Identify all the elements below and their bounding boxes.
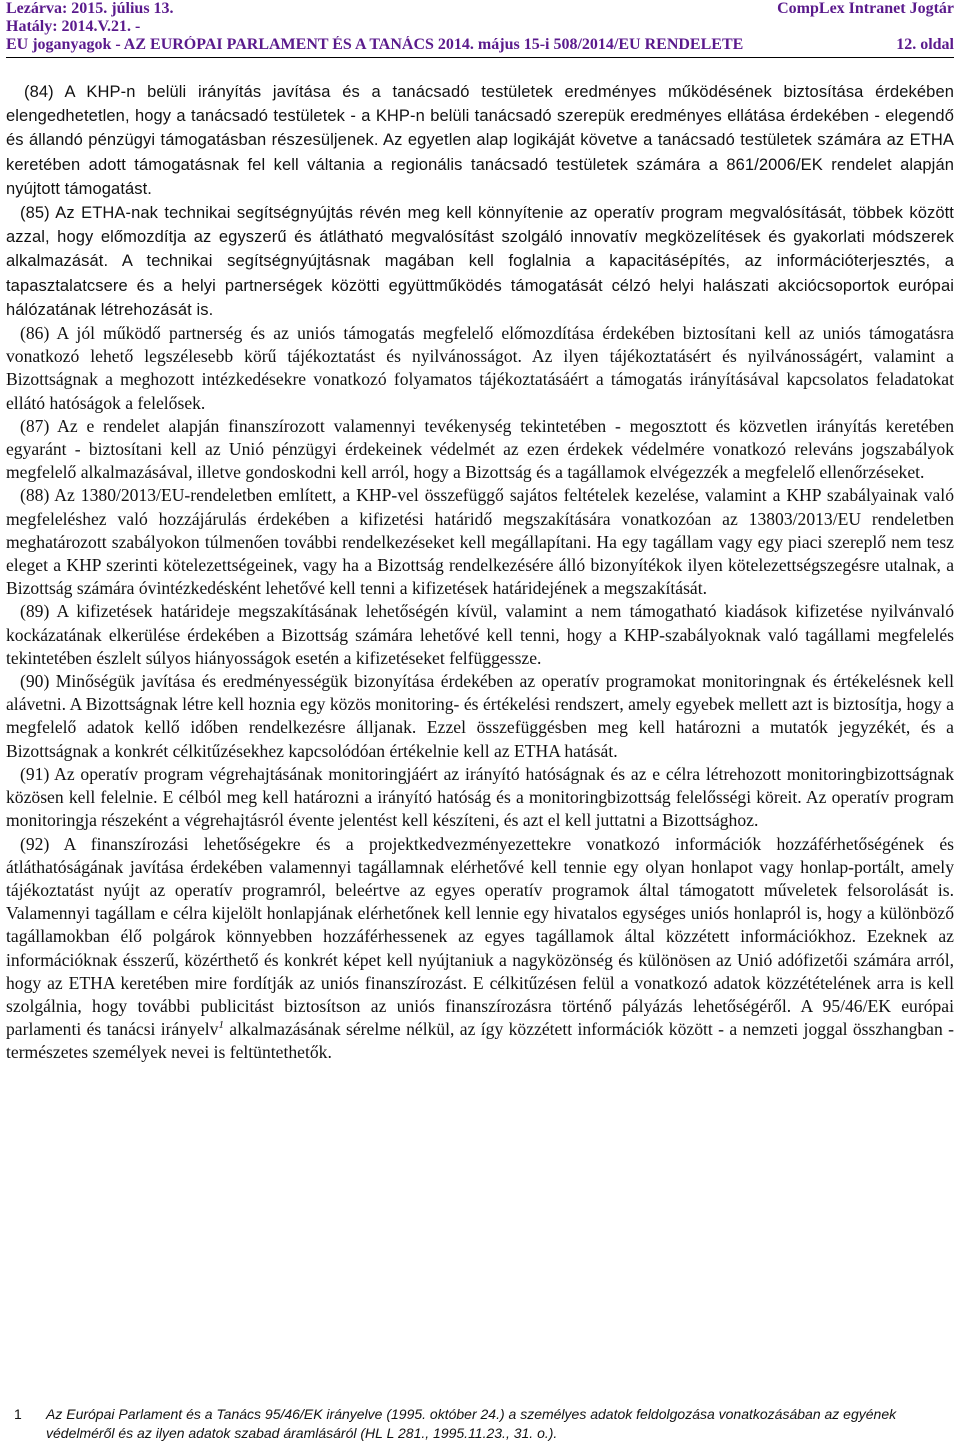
paragraph-84 bbox=[6, 80, 954, 201]
paragraph-86: (86) A jól működő partnerség és az uniós támogatás megfelelő előmozdítása érdekében biztosítani kell az uniós támogatásra vonatkozó lehető legszélesebb körű tájékoztatást és nyilvánosságot. Az ilyen tájékoztatásért és nyilvánosságért, valamint a Bizottságnak a meghozott intézkedésekre vonatkozó folyamatos tájékoztatásáért a támogatás irányításával kapcsolatos feladatokat ellátó hatóságok a felelősek. bbox=[6, 323, 954, 413]
page-number: 12. oldal bbox=[896, 36, 954, 53]
paragraph-84-part-b: Az egyetlen alap logikáját követve a tanácsadó testületek számára az ETHA keretében adott támogatásnak fel kell váltania a regionális tanácsadó testületek számára a 861/2006/EK rendelet alapján nyújtott támogatást. bbox=[6, 131, 955, 198]
footnote-text: Az Európai Parlament és a Tanács 95/46/EK irányelve (1995. október 24.) a személyes adatok feldolgozása vonatkozásában az egyének védelméről és az ilyen adatok szabad áramlásáról (HL L 281., 1995.11.23., 31. o.). bbox=[46, 1406, 897, 1441]
header-divider bbox=[6, 57, 954, 58]
effective-date: Hatály: 2014.V.21. - bbox=[6, 18, 141, 35]
paragraph-92-part-a: (92) A finanszírozási lehetőségekre és a projektkedvezményezettekre vonatkozó információk hozzáférhetőségének és átláthatóságának javítása érdekében valamennyi tagállamnak elérhetővé kell tennie egy olyan honlapot vagy honlap-portált, amely tájékoztatást nyújt az operatív programról, beleértve az egyes operatív programok által támogatott műveletek felsorolását is. Valamennyi tagállam e célra kijelölt honlapjának elérhetőnek kell lennie egy hivatalos egységes uniós honlapról is, hogy a különböző tagállamokban élő polgárok könnyebben hozzáférhessenek az egyes tagállamok által közzétett információkhoz. Ezeknek az információknak ésszerű, közérthető és konkrét képet kell nyújtaniuk a nagyközönség és különösen az Unió adófizetői számára arról, hogy az ETHA keretében mire fordítják az uniós finanszírozást. E célkitűzésen felül a vonatkozó adatok közzétételének arra is kell szolgálnia, hogy további publicitást biztosítson az uniós finanszírozásra történő pályázás lehetőségéről. A 95/46/EK európai parlamenti és tanácsi irányelv bbox=[6, 833, 954, 1040]
paragraph-91: (91) Az operatív program végrehajtásának monitoringjáért az irányító hatóságnak és az e célra létrehozott monitoringbizottságnak közösen kell felelnie. E célból meg kell határozni a irányító hatóság és a monitoringbizottság felelősségi köreit. Az operatív program monitoringja részeként a végrehajtásról évente jelentést kell készíteni, és azt el kell juttatni a Bizottsághoz. bbox=[6, 763, 954, 831]
paragraph-92-part-b: alkalmazásának sérelme nélkül, az így közzétett információk között - a nemzeti joggal összhangban - természetes személyek nevei is feltüntethetők. bbox=[6, 1019, 954, 1063]
footnote-reference[interactable]: 1 bbox=[218, 1019, 224, 1032]
paragraph-88: (88) Az 1380/2013/EU-rendeletben említett, a KHP-vel összefüggő sajátos feltételek kezelése, valamint a KHP szabályainak való megfeleléshez való hozzájárulás érdekében a kifizetési határidő megszakítására vonatkozóan az 13803/2013/EU rendeletben meghatározott szabályokon túlmenően további rendelkezéseket kell megállapítani. Ha egy tagállam vagy egy piaci szereplő nem tesz eleget a KHP szerinti kötelezettségeinek, vagy ha a Bizottság rendelkezésére álló bizonyítékok ilyen kötelezettségszegésre utalnak, a Bizottság számára óvintézkedésként lehetővé kell tenni a kifizetések határidejének a megszakítását. bbox=[6, 485, 954, 599]
paragraph-85-text: (85) Az ETHA-nak technikai segítségnyújtás révén meg kell könnyítenie az operatív program megvalósítását, többek között azzal, hogy előmozdítja az egyszerű és átlátható megvalósítást szolgáló innovatív megközelítések és gyakorlati módszerek alkalmazását. A technikai segítségnyújtásnak magában kell foglalnia a kapacitásépítés, az információterjesztés, a tapasztalatcsere és a helyi partnerségek közötti együttműködés támogatását célzó helyi halászati akciócsoportok európai hálózatának létrehozását is. bbox=[6, 204, 954, 319]
paragraph-89: (89) A kifizetések határideje megszakításának lehetőségén kívül, valamint a nem támogatható kiadások kifizetése nyilvánvaló kockázatának elkerülése érdekében a Bizottság számára lehetővé kell tenni, hogy a KHP-szabályoknak való tagállami megfelelés tekintetében észlelt súlyos hiányosságok esetén a kifizetéseket felfüggessze. bbox=[6, 601, 954, 668]
page-header bbox=[6, 0, 954, 54]
document-title: EU joganyagok - AZ EURÓPAI PARLAMENT ÉS A TANÁCS 2014. május 15-i 508/2014/EU RENDELETE bbox=[6, 36, 744, 53]
footnote bbox=[14, 1405, 954, 1443]
header-row-2 bbox=[6, 18, 954, 36]
paragraph-84-part-a: (84) A KHP-n belüli irányítás javítása és a tanácsadó testületek eredményes működésének biztosítása érdekében elengedhetetlen, hogy a tanácsadó testületek - a KHP-n belüli tanácsadó szerepük eredményes ellátása érdekében - elegendő és állandó pénzügyi támogatásban részesüljenek. bbox=[6, 83, 954, 150]
header-row-1 bbox=[6, 0, 954, 18]
header-row-3 bbox=[6, 36, 954, 54]
paragraph-85 bbox=[6, 201, 954, 322]
footnote-number: 1 bbox=[14, 1406, 22, 1422]
paragraph-90: (90) Minőségük javítása és eredményességük bizonyítása érdekében az operatív programokat monitoringnak és értékelésnek kell alávetni. A Bizottságnak létre kell hoznia egy közös monitoring- és értékelési rendszert, amely egyebek mellett azt is biztosítja, hogy a megfelelő adatok kellő időben rendelkezésre álljanak. Ezzel összefüggésben meg kell határozni a mutatók jegyzékét, és a Bizottságnak a konkrét célkitűzésekhez kapcsolódóan értékelnie kell az ETHA hatását. bbox=[6, 671, 954, 761]
document-body bbox=[6, 80, 954, 1065]
closed-date: Lezárva: 2015. július 13. bbox=[6, 0, 174, 17]
paragraph-87: (87) Az e rendelet alapján finanszírozott valamennyi tevékenység tekintetében - megosztott és közvetlen irányítás keretében egyaránt - biztosítani kell az Unió pénzügyi érdekeinek védelmét az ezen érdekek védelmére vonatkozó releváns jogszabályok megfelelő alkalmazásával, illetve gondoskodni kell arról, hogy a Bizottság és a tagállamok elvégezzék a megfelelő ellenőrzéseket. bbox=[6, 415, 954, 483]
brand-name: CompLex Intranet Jogtár bbox=[777, 0, 954, 17]
paragraph-92 bbox=[6, 833, 954, 1065]
